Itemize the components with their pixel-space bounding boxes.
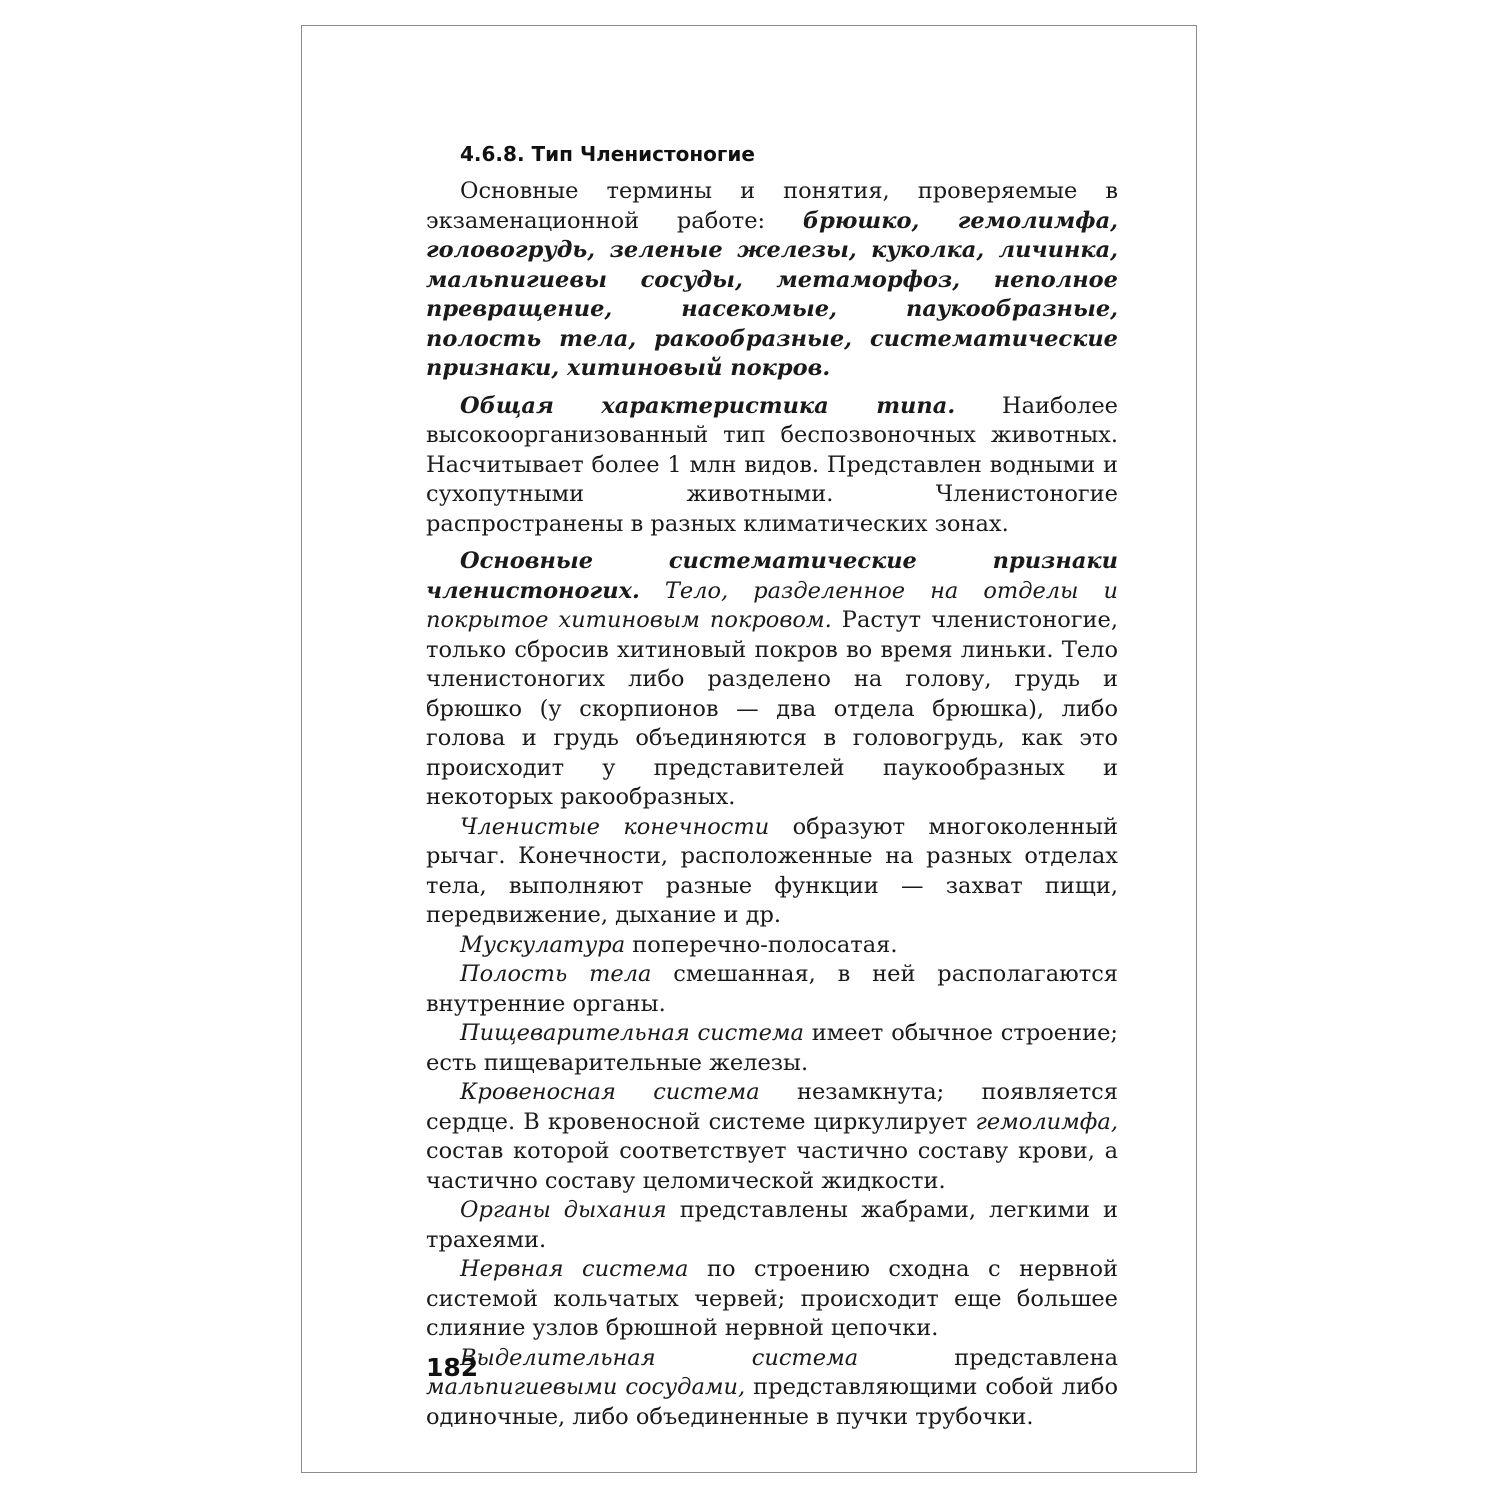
features-title: Основные систематические признаки членистоногих. [426, 548, 1118, 604]
terms-list: брюшко, гемолимфа, головогрудь, зеленые железы, куколка, личинка, мальпигиевы сосуды, метаморфоз, неполное превращение, насекомые, паукообразные, полость тела, ракообразные, систематические признаки, хитиновый покров. [426, 207, 1119, 381]
malpighian-term: мальпигиевыми сосудами, [426, 1374, 746, 1400]
limbs-term: Членистые конечности [460, 813, 770, 840]
nervous-paragraph [426, 1255, 1118, 1344]
cavity-text: смешанная, в ней располагаются внутренние органы. [426, 961, 1118, 1017]
limbs-text: образуют многоколенный рычаг. Конечности, расположенные на разных отделах тела, выполняют разные функции — захват пищи, передвижение, дыхание и др. [426, 813, 1118, 928]
nervous-text: по строению сходна с нервной системой кольчатых червей; происходит еще большее слияние узлов брюшной нервной цепочки. [426, 1256, 1118, 1341]
features-italic: Тело, разделенное на отделы и покрытое хитиновым покровом. [426, 577, 1118, 633]
terms-intro: Основные термины и понятия, проверяемые в экзаменационной работе: [426, 178, 1118, 234]
features-paragraph [426, 547, 1118, 813]
book-page [301, 25, 1197, 1473]
circulatory-text-1: незамкнута; появляется сердце. В кровеносной системе циркулирует [426, 1079, 1118, 1135]
general-paragraph [426, 392, 1118, 540]
page-number: 182 [426, 1353, 479, 1382]
digestive-paragraph [426, 1019, 1118, 1078]
excretory-paragraph [426, 1344, 1118, 1433]
general-text: Наиболее высокоорганизованный тип беспозвоночных животных. Насчитывает более 1 млн видов. Представлен водными и сухопутными животными. Членистоногие распространены в разных климатических зонах. [426, 392, 1118, 537]
muscles-text: поперечно-полосатая. [625, 931, 898, 958]
page-text [426, 140, 1118, 1432]
hemolymph-term: гемолимфа, [975, 1108, 1118, 1135]
limbs-paragraph [426, 813, 1118, 931]
muscles-paragraph [426, 931, 1118, 961]
cavity-paragraph [426, 960, 1118, 1019]
terms-paragraph [426, 177, 1118, 384]
section-heading: 4.6.8. Тип Членистоногие [460, 142, 755, 166]
nervous-term: Нервная система [460, 1256, 689, 1282]
circulatory-paragraph [426, 1078, 1118, 1196]
features-text: Растут членистоногие, только сбросив хитиновый покров во время линьки. Тело членистоногих либо разделено на голову, грудь и брюшко (у скорпионов — два отдела брюшка), либо голова и грудь объединяются в головогрудь, как это происходит у представителей паукообразных и некоторых ракообразных. [426, 607, 1118, 810]
digestive-text: имеет обычное строение; есть пищеварительные железы. [426, 1020, 1118, 1076]
cavity-term: Полость тела [460, 961, 652, 987]
excretory-text-2: представляющими собой либо одиночные, либо объединенные в пучки трубочки. [426, 1374, 1118, 1430]
excretory-text-1: представлена [858, 1344, 1118, 1371]
digestive-term: Пищеварительная система [460, 1020, 804, 1046]
general-title: Общая характеристика типа. [460, 392, 956, 419]
excretory-term: Выделительная система [460, 1344, 859, 1371]
respiratory-text: представлены жабрами, легкими и трахеями. [426, 1197, 1118, 1253]
muscles-term: Мускулатура [460, 931, 626, 958]
circulatory-text-2: состав которой соответствует частично составу крови, а частично составу целомической жидкости. [426, 1138, 1118, 1194]
circulatory-term: Кровеносная система [460, 1079, 760, 1105]
respiratory-paragraph [426, 1196, 1118, 1255]
respiratory-term: Органы дыхания [460, 1197, 667, 1223]
